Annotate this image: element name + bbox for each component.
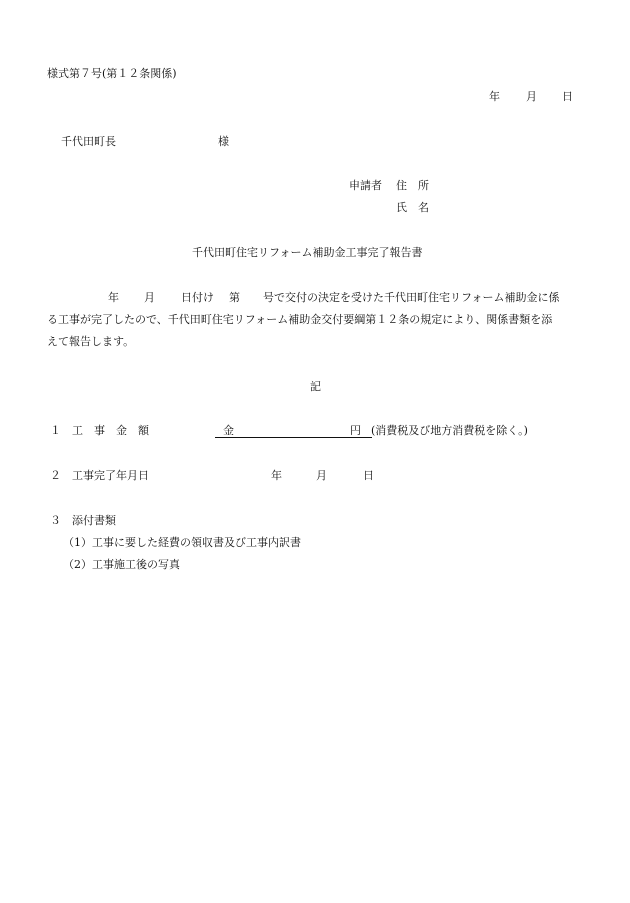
attachment-item: （1）工事に要した経費の領収書及び工事内訳書 (63, 536, 301, 549)
item2-year: 年 (271, 469, 282, 482)
body-line1-rest: 号で交付の決定を受けた千代田町住宅リフォーム補助金に係 (263, 291, 560, 304)
applicant-name-label: 氏 名 (396, 201, 429, 214)
item1-amount-suffix: 円 (350, 424, 361, 437)
item2-number: ２ (50, 469, 61, 482)
body-month: 月 (144, 291, 155, 304)
body-line3: えて報告します。 (47, 335, 135, 348)
date-year-label: 年 (489, 90, 500, 103)
document-title: 千代田町住宅リフォーム補助金工事完了報告書 (192, 246, 423, 259)
attachment-item: （2）工事施工後の写真 (63, 558, 180, 571)
item3-label: 添付書類 (72, 514, 116, 527)
item2-day: 日 (363, 469, 374, 482)
item3-number: ３ (50, 514, 61, 527)
item1-note: (消費税及び地方消費税を除く。) (371, 424, 528, 437)
item1-label: 工 事 金 額 (72, 424, 149, 437)
date-day-label: 日 (562, 90, 573, 103)
applicant-label: 申請者 (349, 179, 382, 192)
record-heading: 記 (310, 380, 321, 393)
body-line2: る工事が完了したので、千代田町住宅リフォーム補助金交付要綱第１２条の規定により、関係書類を添 (47, 313, 553, 326)
addressee-name: 千代田町長 (61, 135, 116, 148)
applicant-address-label: 住 所 (396, 179, 429, 192)
body-year: 年 (108, 291, 119, 304)
form-number: 様式第７号(第１２条関係) (47, 67, 177, 80)
item2-label: 工事完了年月日 (72, 469, 149, 482)
body-dated: 日付け (181, 291, 214, 304)
item1-amount-underline (215, 437, 372, 438)
addressee-honorific: 様 (218, 135, 229, 148)
item1-amount-prefix: 金 (223, 424, 234, 437)
body-no-prefix: 第 (229, 291, 240, 304)
date-month-label: 月 (526, 90, 537, 103)
item1-number: １ (50, 424, 61, 437)
item2-month: 月 (316, 469, 327, 482)
